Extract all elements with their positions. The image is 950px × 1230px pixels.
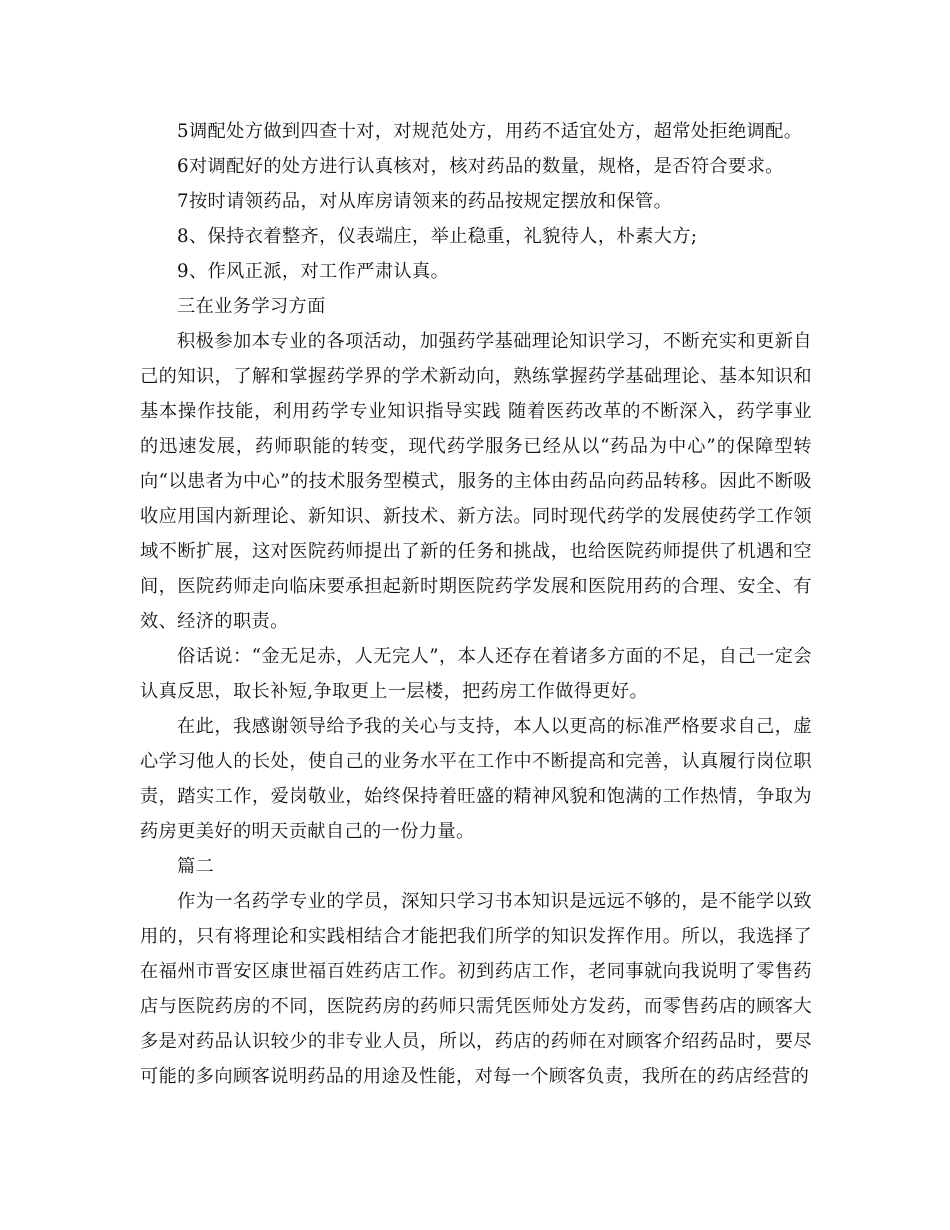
document-page: [140, 114, 812, 1094]
section-heading-part-two: 篇二: [177, 856, 215, 877]
section-heading-study: 三在业务学习方面: [177, 296, 326, 317]
paragraph-item-7: 7按时请领药品，对从库房请领来的药品按规定摆放和保管。: [177, 191, 673, 212]
paragraph-saying: 俗话说：“金无足赤，人无完人”，本人还存在着诸多方面的不足，自己一定会认真反思，取长补短,争取更上一层楼，把药房工作做得更好。: [140, 646, 812, 702]
paragraph-part-two-intro: 作为一名药学专业的学员，深知只学习书本知识是远远不够的，是不能学以致用的，只有将理论和实践相结合才能把我们所学的知识发挥作用。所以，我选择了在福州市晋安区康世福百姓药店工作。初到药店工作，老同事就向我说明了零售药店与医院药房的不同，医院药房的药师只需凭医师处方发药，而零售药店的顾客大多是对药品认识较少的非专业人员，所以，药店的药师在对顾客介绍药品时，要尽可能的多向顾客说明药品的用途及性能，对每一个顾客负责，我所在的药店经营的: [140, 891, 812, 1087]
paragraph-thanks: 在此，我感谢领导给予我的关心与支持，本人以更高的标准严格要求自己，虚心学习他人的长处，使自己的业务水平在工作中不断提高和完善，认真履行岗位职责，踏实工作，爱岗敬业，始终保持着旺盛的精神风貌和饱满的工作热情，争取为药房更美好的明天贡献自己的一份力量。: [140, 716, 812, 842]
paragraph-study-activities: 积极参加本专业的各项活动，加强药学基础理论知识学习，不断充实和更新自己的知识，了解和掌握药学界的学术新动向，熟练掌握药学基础理论、基本知识和基本操作技能，利用药学专业知识指导实践 随着医药改革的不断深入，药学事业的迅速发展，药师职能的转变，现代药学服务已经从以“药品为中心”的保障型转向“以患者为中心”的技术服务型模式，服务的主体由药品向药品转移。因此不断吸收应用国内新理论、新知识、新技术、新方法。同时现代药学的发展使药学工作领域不断扩展，这对医院药师提出了新的任务和挑战，也给医院药师提供了机遇和空间，医院药师走向临床要承担起新时期医院药学发展和医院用药的合理、安全、有效、经济的职责。: [140, 331, 812, 632]
paragraph-item-6: 6对调配好的处方进行认真核对，核对药品的数量，规格，是否符合要求。: [177, 156, 784, 177]
paragraph-item-5: 5调配处方做到四查十对，对规范处方，用药不适宜处方，超常处拒绝调配。: [177, 121, 803, 142]
paragraph-item-9: 9、作风正派，对工作严肃认真。: [177, 261, 450, 282]
paragraph-item-8: 8、保持衣着整齐，仪表端庄，举止稳重，礼貌待人，朴素大方;: [177, 226, 698, 247]
